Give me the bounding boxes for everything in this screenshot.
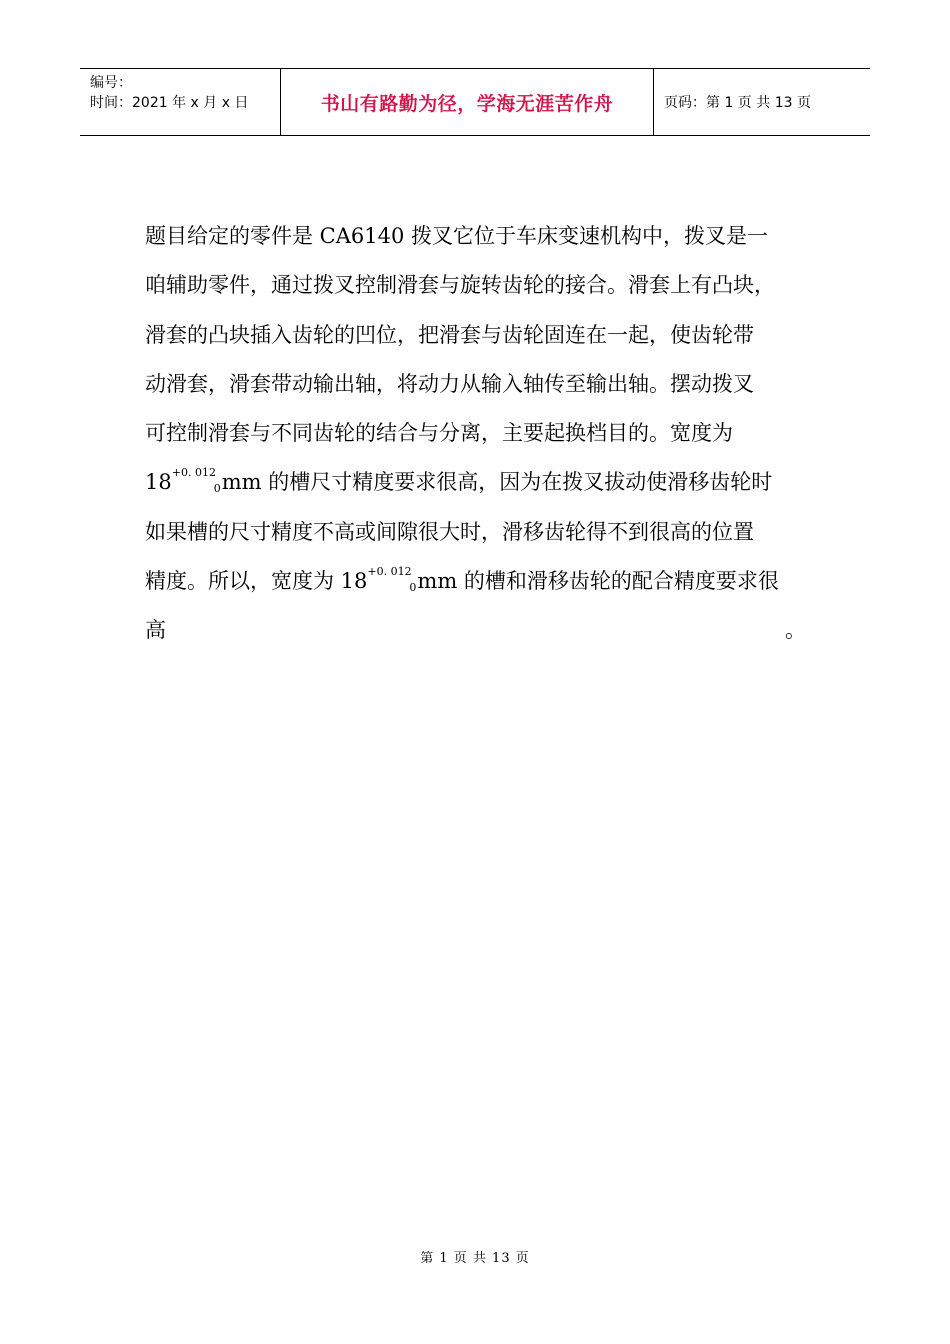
page-footer: 第 1 页 共 13 页 — [420, 1251, 530, 1266]
paragraph-line-8-prefix: 精度。所以，宽度为 18 — [145, 569, 368, 594]
tolerance-upper: +0. 012 — [367, 565, 412, 579]
dimension-value: 18 — [145, 470, 172, 495]
paragraph-line-8 — [145, 557, 810, 606]
paragraph-line-1: 题目给定的零件是 CA6140 拨叉它位于车床变速机构中，拨叉是一 — [145, 224, 769, 248]
paragraph-line-9 — [145, 606, 810, 655]
tolerance-annotation — [367, 565, 417, 595]
tolerance-lower: 0 — [213, 482, 221, 496]
page-header — [80, 68, 870, 136]
paragraph-line-6 — [145, 458, 810, 507]
header-motto-cell — [281, 69, 654, 135]
header-meta-cell — [80, 69, 281, 135]
tolerance-lower: 0 — [409, 581, 417, 595]
paragraph-line-3: 滑套的凸块插入齿轮的凹位，把滑套与齿轮固连在一起，使齿轮带 — [145, 322, 754, 347]
document-number-label: 编号： — [90, 75, 132, 91]
header-page-code: 页码：第 1 页 共 13 页 — [664, 95, 811, 111]
header-page-cell — [654, 69, 870, 135]
body-paragraph — [145, 212, 810, 656]
tolerance-annotation — [171, 466, 221, 496]
paragraph-line-9-text: 高 — [145, 618, 166, 643]
paragraph-line-5: 可控制滑套与不同齿轮的结合与分离，主要起换档目的。宽度为 — [145, 421, 733, 446]
paragraph-end-mark: 。 — [785, 618, 806, 643]
paragraph-line-8-text: mm 的槽和滑移齿轮的配合精度要求很 — [417, 569, 779, 594]
paragraph-line-6-text: mm 的槽尺寸精度要求很高，因为在拨叉拔动使滑移齿轮时 — [221, 470, 773, 495]
tolerance-upper: +0. 012 — [171, 466, 216, 480]
paragraph-line-7: 如果槽的尺寸精度不高或间隙很大时，滑移齿轮得不到很高的位置 — [145, 519, 754, 544]
paragraph-line-4: 动滑套，滑套带动输出轴，将动力从输入轴传至输出轴。摆动拨叉 — [145, 371, 754, 396]
document-date-label: 时间：2021 年 x 月 x 日 — [90, 95, 249, 111]
header-motto: 书山有路勤为径，学海无涯苦作舟 — [320, 92, 614, 115]
paragraph-line-2: 咱辅助零件，通过拨叉控制滑套与旋转齿轮的接合。滑套上有凸块， — [145, 273, 775, 298]
